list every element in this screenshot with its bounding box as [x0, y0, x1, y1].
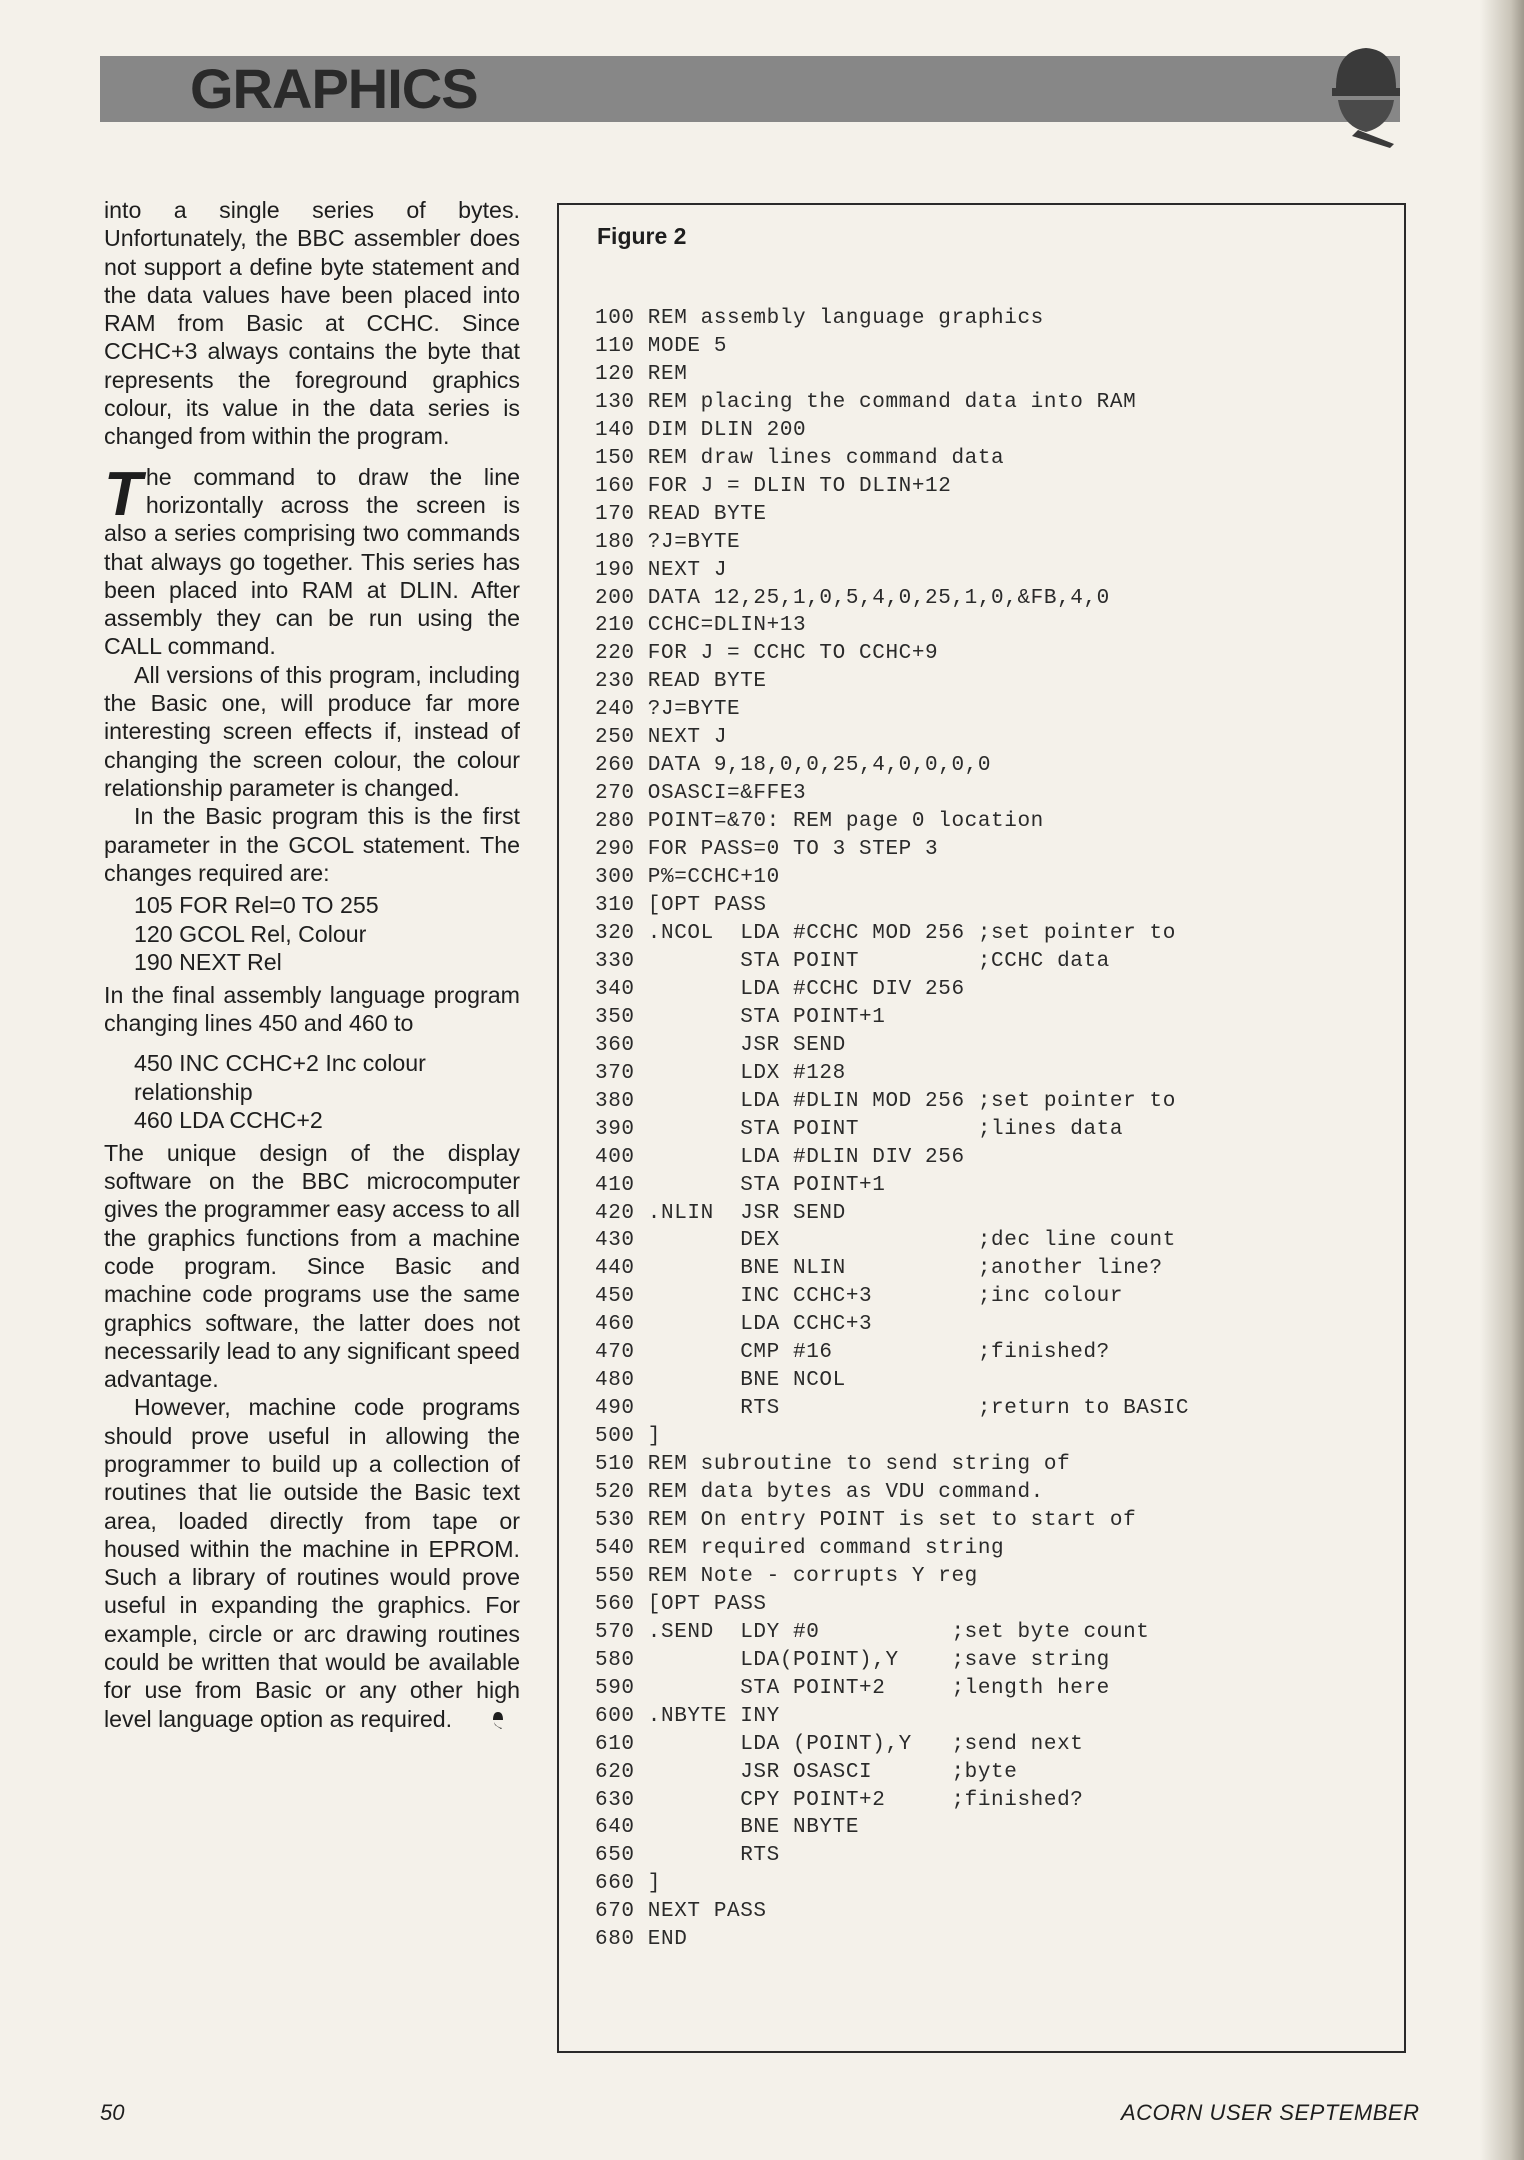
page-number: 50: [100, 2100, 125, 2125]
figure-title: Figure 2: [597, 223, 687, 249]
section-header-bar: [100, 56, 1400, 122]
page-edge-shadow: [1480, 0, 1524, 2160]
section-title: GRAPHICS: [190, 57, 478, 120]
code-listing: 100 REM assembly language graphics 110 MODE 5 120 REM 130 REM placing the command data into RAM 140 DIM DLIN 200 150 REM draw lines command data 160 FOR J = DLIN TO DLIN+12 170 READ BYTE 180 ?J=BYTE 190 NEXT J 200 DATA 12,25,1,0,5,4,0,25,1,0,&FB,4,0 210 CCHC=DLIN+13 220 FOR J = CCHC TO CCHC+9 230 READ BYTE 240 ?J=BYTE 250 NEXT J 260 DATA 9,18,0,0,25,4,0,0,0,0 270 OSASCI=&FFE3 280 POINT=&70: REM page 0 location 290 FOR PASS=0 TO 3 STEP 3 300 P%=CCHC+10 310 [OPT PASS 320 .NCOL LDA #CCHC MOD 256 ;set pointer to 330 STA POINT ;CCHC data 340 LDA #CCHC DIV 256 350 STA POINT+1 360 JSR SEND 370 LDX #128 380 LDA #DLIN MOD 256 ;set pointer to 390 STA POINT ;lines data 400 LDA #DLIN DIV 256 410 STA POINT+1 420 .NLIN JSR SEND 430 DEX ;dec line count 440 BNE NLIN ;another line? 450 INC CCHC+3 ;inc colour 460 LDA CCHC+3 470 CMP #16 ;finished? 480 BNE NCOL 490 RTS ;return to BASIC 500 ] 510 REM subroutine to send string of 520 REM data bytes as VDU command. 530 REM On entry POINT is set to start of 540 REM required command string 550 REM Note - corrupts Y reg 560 [OPT PASS 570 .SEND LDY #0 ;set byte count 580 LDA(POINT),Y ;save string 590 STA POINT+2 ;length here 600 .NBYTE INY 610 LDA (POINT),Y ;send next 620 JSR OSASCI ;byte 630 CPY POINT+2 ;finished? 640 BNE NBYTE 650 RTS 660 ] 670 NEXT PASS 680 END: [595, 307, 1190, 1952]
article-paragraph: In the final assembly language program changing lines 450 and 460 to: [104, 981, 520, 1036]
code-line: 450 INC CCHC+2 Inc colour relationship: [134, 1050, 426, 1105]
article-paragraph: The unique design of the display software on the BBC microcomputer gives the programmer easy access to all the graphics functions from a machine code program. Since Basic and machine code programs use the same graphics software, the latter does not necessarily lead to any significant speed advantage.: [104, 1139, 520, 1393]
publication-footer: ACORN USER SEPTEMBER: [1121, 2100, 1420, 2125]
acorn-logo-icon: [1328, 44, 1404, 148]
article-paragraph: [104, 1393, 520, 1733]
code-line: 460 LDA CCHC+2: [134, 1107, 323, 1134]
article-paragraph: [104, 459, 520, 661]
code-line: 105 FOR Rel=0 TO 255: [134, 892, 379, 919]
code-line: 120 GCOL Rel, Colour: [134, 920, 367, 947]
article-paragraph: In the Basic program this is the first parameter in the GCOL statement. The changes required are:: [104, 803, 520, 886]
changes-list-assembly: [134, 1049, 520, 1135]
article-column: [104, 196, 520, 1733]
code-line: 190 NEXT Rel: [134, 949, 282, 976]
drop-cap: T: [104, 459, 142, 529]
end-mark-icon: [492, 1711, 504, 1729]
figure-2-box: [557, 203, 1406, 2053]
article-paragraph-text: he command to draw the line horizontally across the screen is also a series comprising two commands that always go together. This series has been placed into RAM at DLIN. After assembly they can be run using the CALL command.: [104, 463, 520, 660]
article-paragraph: into a single series of bytes. Unfortunately, the BBC assembler does not support a define byte statement and the data values have been placed into RAM from Basic at CCHC. Since CCHC+3 always contains the byte that represents the foreground graphics colour, its value in the data series is changed from within the program.: [104, 197, 520, 450]
article-paragraph: All versions of this program, including the Basic one, will produce far more interesting screen effects if, instead of changing the screen colour, the colour relationship parameter is changed.: [104, 661, 520, 801]
changes-list-basic: [134, 891, 520, 977]
article-paragraph-text: However, machine code programs should prove useful in allowing the programmer to build up a collection of routines that lie outside the Basic text area, loaded directly from tape or housed within the machine in EPROM. Such a library of routines would prove useful in expanding the graphics. For example, circle or arc drawing routines could be written that would be available for use from Basic or any other high level language option as required.: [104, 1394, 520, 1732]
